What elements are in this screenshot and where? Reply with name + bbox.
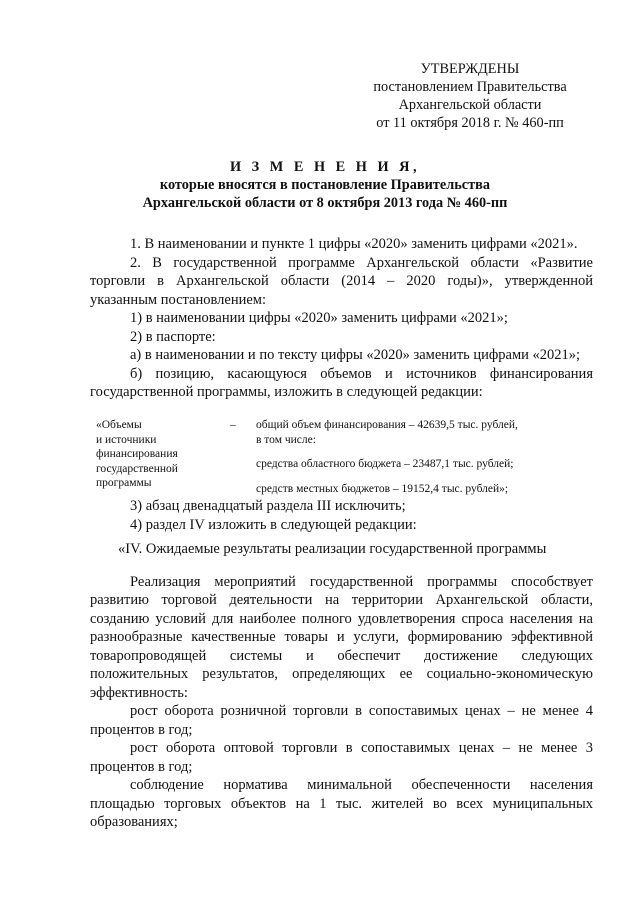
quote-label: «Объемы: [96, 419, 142, 431]
quote-label: программы: [96, 477, 152, 489]
document-body-part2: [90, 497, 593, 832]
paragraph: рост оборота розничной торговли в сопоставимых ценах – не менее 4 процентов в год;: [90, 703, 593, 738]
paragraph: Реализация мероприятий государственной программы способствует развитию торговой деятельности на территории Архангельской области, созданию условий для наиболее полного удовлетворения спроса населения на разнообразные качественные товары и услуги, формированию эффективной товаропроводящей системы и обеспечит достижение следующих положительных результатов, определяющих ее социально-экономическую эффективность:: [90, 573, 593, 701]
approval-date: от 11 октября 2018 г. № 460-пп: [376, 115, 564, 131]
paragraph: 2. В государственной программе Архангельской области «Развитие торговли в Архангельской области (2014 – 2020 годы)», утвержденной указанным постановлением:: [90, 254, 593, 308]
approval-stamp: [360, 60, 580, 132]
document-title: [90, 158, 560, 212]
paragraph: 1. В наименовании и пункте 1 цифры «2020» заменить цифрами «2021».: [130, 236, 578, 252]
list-item: 2) в паспорте:: [130, 328, 216, 345]
section-title: «IV. Ожидаемые результаты реализации государственной программы: [118, 541, 547, 557]
title-subtitle: которые вносятся в постановление Правительства: [159, 177, 491, 193]
quote-right-column: [256, 418, 586, 496]
paragraph: рост оборота оптовой торговли в сопоставимых ценах – не менее 3 процентов в год;: [90, 740, 593, 775]
quote-dash: –: [230, 419, 236, 431]
quote-label: государственной: [96, 462, 178, 475]
approval-line: постановлением Правительства: [373, 79, 567, 95]
title-heading: И З М Е Н Е Н И Я,: [229, 159, 421, 175]
title-subtitle: Архангельской области от 8 октября 2013 года № 460-пп: [142, 195, 508, 211]
list-item: б) позицию, касающуюся объемов и источников финансирования государственной программы, изложить в следующей редакции:: [90, 365, 593, 400]
list-item: 1) в наименовании цифры «2020» заменить цифрами «2021»;: [130, 310, 508, 326]
quote-left-column: [96, 418, 236, 491]
list-item: 3) абзац двенадцатый раздела III исключить;: [130, 498, 406, 514]
list-item: а) в наименовании и по тексту цифры «2020» заменить цифрами «2021»;: [130, 347, 581, 363]
quote-value: общий объем финансирования – 42639,5 тыс. рублей,: [256, 419, 518, 431]
quote-value: в том числе:: [256, 433, 316, 446]
approval-line: Архангельской области: [398, 97, 542, 113]
document-body-part1: [90, 235, 593, 402]
approval-heading: УТВЕРЖДЕНЫ: [420, 61, 520, 77]
quote-value: средства областного бюджета – 23487,1 тыс. рублей;: [256, 458, 514, 470]
paragraph: соблюдение норматива минимальной обеспеченности населения площадью торговых объектов на 1 тыс. жителей во всех муниципальных образованиях;: [90, 777, 593, 830]
quote-label: финансирования: [96, 448, 178, 460]
list-item: 4) раздел IV изложить в следующей редакции:: [130, 516, 417, 533]
quote-value: средств местных бюджетов – 19152,4 тыс. рублей»;: [256, 482, 509, 495]
quote-label: и источники: [96, 433, 157, 446]
